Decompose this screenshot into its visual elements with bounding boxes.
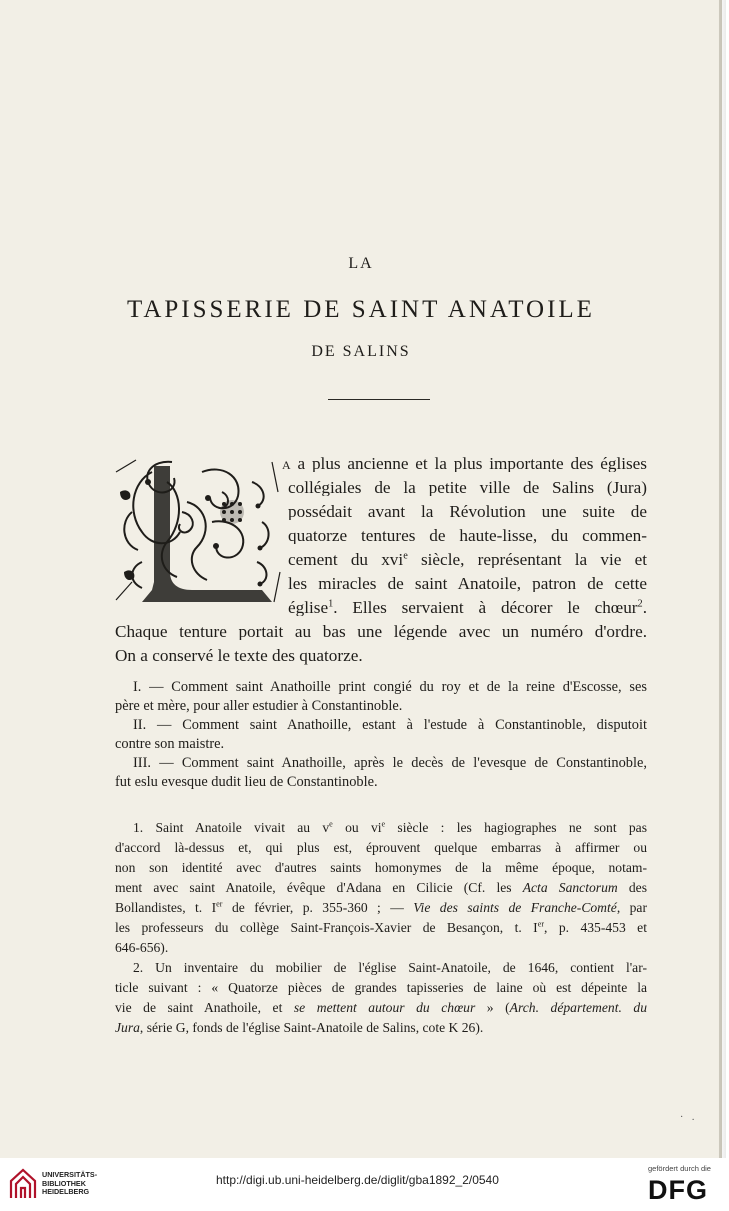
university-logo-icon[interactable] <box>8 1167 38 1201</box>
body-line-5: cement du xvi$^e$ siècle, représentant la vie et <box>288 551 647 569</box>
body-line-3: possédait avant la Révolution une suite de <box>288 503 647 521</box>
body-line-7: église$^1$. Elles servaient à décorer le chœur$^2$. <box>288 599 647 617</box>
legend-2-line-2: contre son maistre. <box>115 737 225 752</box>
note-2-line-3: vie de saint Anathoile, et se mettent autour du chœur » (Arch. département. du <box>115 1001 647 1015</box>
note-2-line-1: 2. Un inventaire du mobilier de l'église Saint-Anatoile, de 1646, contient l'ar- <box>133 961 647 975</box>
page-specks: · . <box>680 1112 698 1123</box>
page-subtitle: DE SALINS <box>311 343 411 360</box>
body-line-1: A a plus ancienne et la plus importante des églises <box>282 455 647 473</box>
page-title: TAPISSERIE DE SAINT ANATOILE <box>127 296 595 323</box>
note-1-line-6: les professeurs du collège Saint-François-Xavier de Besançon, t. Ier, p. 435-453 et <box>115 921 647 935</box>
page-url-link[interactable]: http://digi.ub.uni-heidelberg.de/diglit/gba1892_2/0540 <box>216 1173 499 1187</box>
body-line-6: les miracles de saint Anatoile, patron de cette <box>288 575 647 593</box>
note-1-line-7: 646-656). <box>115 941 169 955</box>
body-line-4: quatorze tentures de haute-lisse, du commen- <box>288 527 647 545</box>
note-2-line-4: Jura, série G, fonds de l'église Saint-Anatoile de Salins, cote K 26). <box>115 1021 484 1035</box>
legend-1-line-2: père et mère, pour aller estudier à Constantinoble. <box>115 699 403 714</box>
funded-by-label: gefördert durch die <box>648 1164 711 1173</box>
legend-3-line-2: fut eslu evesque dudit lieu de Constantinoble. <box>115 775 378 790</box>
body-line-9: On a conservé le texte des quatorze. <box>115 646 363 665</box>
title-divider <box>328 399 430 400</box>
dfg-logo[interactable]: DFG <box>648 1175 708 1205</box>
note-1-line-5: Bollandistes, t. Ier de février, p. 355-360 ; — Vie des saints de Franche-Comté, par <box>115 901 647 915</box>
note-1-line-2: d'accord là-dessus et, qui plus est, éprouvent quelque embarras à affirmer ou <box>115 841 647 855</box>
body-line-8: Chaque tenture portait au bas une légende avec un numéro d'ordre. <box>115 623 647 641</box>
page-gutter-shadow <box>718 0 726 1158</box>
institution-name: UNIVERSITÄTS- BIBLIOTHEK HEIDELBERG <box>42 1170 98 1196</box>
note-1-line-4: ment avec saint Anatoile, évêque d'Adana en Cilicie (Cf. les Acta Sanctorum des <box>115 881 647 895</box>
legend-3-line-1: III. — Comment saint Anathoille, après le decès de l'evesque de Constantinoble, <box>133 756 647 771</box>
note-2-line-2: ticle suivant : « Quatorze pièces de grandes tapisseries de laine où est dépeinte la <box>115 981 647 995</box>
note-1-line-3: non son identité avec d'autres saints homonymes de la même époque, notam- <box>115 861 647 875</box>
legend-1-line-1: I. — Comment saint Anathoille print congié du roy et de la reine d'Escosse, ses <box>133 680 647 695</box>
ornamental-initial-l <box>112 452 282 610</box>
body-line-2: collégiales de la petite ville de Salins (Jura) <box>288 479 647 497</box>
heading-la: LA <box>348 255 374 272</box>
note-1-line-1: 1. Saint Anatoile vivait au $v^e$ ou $vi^e$ siècle : les hagiographes ne sont pas <box>133 821 647 835</box>
legend-2-line-1: II. — Comment saint Anathoille, estant à l'estude à Constantinoble, disputoit <box>133 718 647 733</box>
